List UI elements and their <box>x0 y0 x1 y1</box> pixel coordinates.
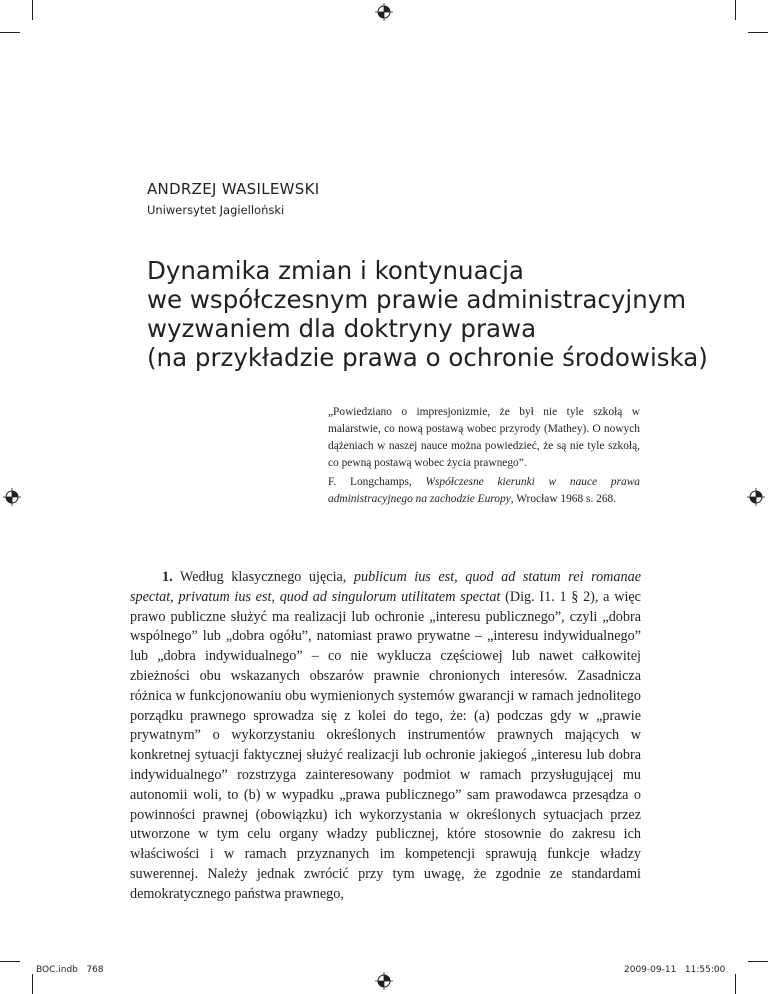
author-name: ANDRZEJ WASILEWSKI <box>147 180 320 198</box>
registration-mark-icon <box>747 488 765 506</box>
registration-mark-icon <box>375 3 393 21</box>
paragraph-text: (Dig. I1. 1 § 2), a więc prawo publiczne służyć ma realizacji lub ochronie „interesu publicznego”, czyli „dobra wspólnego” lub „dobra ogółu”, natomiast prawo prywatne – „interesu indywidualnego” lub „dobra indywidualnego” – co nie wyklucza częściowej lub nawet całkowitej zbieżności obu wskazanych obszarów prawnie chronionych interesów. Zasadnicza różnica w funkcjonowaniu obu wymienionych systemów gwarancji w ramach jednolitego porządku prawnego sprowadza się z kolei do tego, że: (a) podczas gdy w „prawie prywatnym” o wykorzystaniu określonych instrumentów prawnych mających w konkretnej sytuacji faktycznej służyć realizacji lub ochronie jakiegoś „interesu lub dobra indywidualnego” rozstrzyga zainteresowany podmiot w ramach przysługującej mu autonomii woli, to (b) w wypadku „prawa publicznego” sam prawodawca przesądza o powinności prawnej (obowiązku) ich wykorzystania w określonych sytuacjach przez utworzone w tym celu organy władzy publicznej, które stosownie do zakresu ich właściwości i w ramach przyznanych im kompetencji sprawują funkcje władzy suwerennej. Należy jednak zwrócić przy tym uwagę, że zgodnie ze standardami demokratycznego państwa prawnego, <box>130 588 641 902</box>
epigraph-source-details: , Wrocław 1968 s. 268. <box>510 493 617 505</box>
latin-quote: publicum ius est, quod ad statum rei romanae spectat, privatum ius est, quod ad singulorum utilitatem spectat <box>130 569 641 605</box>
title-line: wyzwaniem dla doktryny prawa <box>147 314 537 343</box>
epigraph-source-author: F. Longchamps, <box>328 476 412 488</box>
body-text <box>130 568 641 905</box>
paragraph-intro: Według klasycznego ujęcia, <box>172 569 354 585</box>
crop-mark-bottom-left-h <box>0 961 20 962</box>
epigraph-source <box>328 474 640 508</box>
title-line: Dynamika zmian i kontynuacja <box>147 256 524 285</box>
crop-mark-top-left-h <box>0 32 20 33</box>
article-title <box>147 256 708 372</box>
registration-mark-icon <box>375 972 393 990</box>
epigraph-source-title: Współczesne kierunki w nauce prawa administracyjnego na zachodzie Europy <box>328 476 640 505</box>
epigraph-quote: „Powiedziano o impresjonizmie, że był nie tyle szkołą w malarstwie, co nową postawą wobec przyrody (Mathey). O nowych dążeniach w naszej nauce można powiedzieć, że są nie tyle szkołą, co pewną postawą wobec życia prawnego”. <box>328 406 640 469</box>
title-line: (na przykładzie prawa o ochronie środowiska) <box>147 343 708 372</box>
crop-mark-top-right-h <box>748 32 768 33</box>
slug-datetime: 2009-09-11 11:55:00 <box>624 965 726 975</box>
crop-mark-bottom-right-v <box>735 974 736 994</box>
paragraph <box>130 568 641 905</box>
crop-mark-bottom-right-h <box>748 961 768 962</box>
crop-mark-bottom-left-v <box>32 974 33 994</box>
registration-mark-icon <box>3 488 21 506</box>
epigraph <box>328 404 640 508</box>
slug-file: BOC.indb 768 <box>36 965 104 975</box>
section-number: 1. <box>162 569 173 585</box>
crop-mark-top-right-v <box>735 0 736 20</box>
crop-mark-top-left-v <box>32 0 33 20</box>
author-affiliation: Uniwersytet Jagielloński <box>147 203 285 217</box>
title-line: we współczesnym prawie administracyjnym <box>147 285 687 314</box>
